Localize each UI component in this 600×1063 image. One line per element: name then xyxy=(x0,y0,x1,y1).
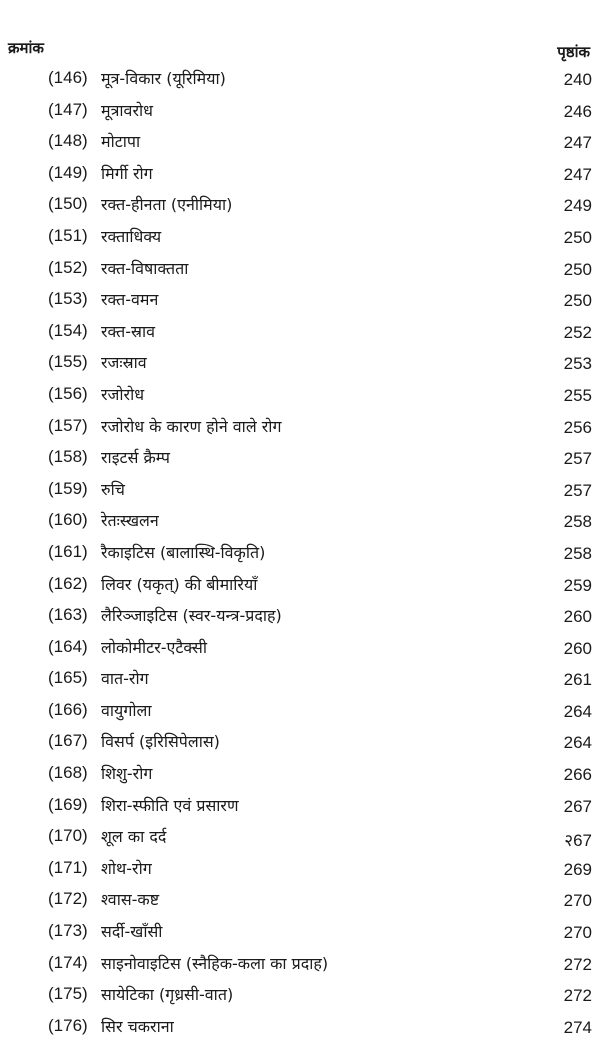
entry-title: विसर्प (इरिसिपेलास) xyxy=(101,732,220,752)
entry-page-number: 264 xyxy=(563,733,592,753)
toc-entry xyxy=(0,664,600,696)
entry-number: (169) xyxy=(48,794,88,814)
entry-number: (167) xyxy=(48,731,88,751)
page-column-heading: पृष्ठांक xyxy=(557,43,590,61)
entry-page-number: 257 xyxy=(563,449,592,469)
entry-number: (157) xyxy=(48,415,88,435)
toc-entry xyxy=(0,190,600,222)
entry-title: रजोरोध के कारण होने वाले रोग xyxy=(101,416,282,436)
entry-title: रजोरोध xyxy=(101,384,145,404)
toc-entry xyxy=(0,570,600,602)
entry-title: शूल का दर्द xyxy=(101,827,167,847)
toc-entry xyxy=(0,222,600,254)
entry-title: रक्त-विषाक्तता xyxy=(101,258,189,278)
toc-entry xyxy=(0,506,600,538)
toc-entry xyxy=(0,159,600,191)
entry-title: शिशु-रोग xyxy=(101,764,153,784)
entry-title: श्वास-कष्ट xyxy=(101,890,160,910)
entry-number: (174) xyxy=(48,952,88,972)
entry-number: (168) xyxy=(48,763,88,783)
entry-page-number: 269 xyxy=(563,859,592,879)
entry-page-number: 267 xyxy=(563,796,592,816)
entry-page-number: 246 xyxy=(563,101,592,121)
entry-number: (166) xyxy=(48,699,88,719)
toc-entry xyxy=(0,96,600,128)
entry-number: (158) xyxy=(48,447,88,467)
entry-title: लिवर (यकृत्) की बीमारियाँ xyxy=(101,574,258,594)
toc-list xyxy=(0,64,600,1043)
toc-entry xyxy=(0,127,600,159)
entry-page-number: 264 xyxy=(563,701,592,721)
toc-entry xyxy=(0,727,600,759)
toc-entry xyxy=(0,854,600,886)
entry-title: सर्दी-खाँसी xyxy=(101,922,163,942)
toc-entry xyxy=(0,254,600,286)
entry-page-number: 270 xyxy=(563,891,592,911)
toc-entry xyxy=(0,917,600,949)
entry-title: राइटर्स क्रैम्प xyxy=(101,448,170,468)
entry-title: वात-रोग xyxy=(101,669,149,689)
entry-title: रक्त-हीनता (एनीमिया) xyxy=(101,195,233,215)
entry-page-number: 261 xyxy=(563,670,592,690)
entry-number: (171) xyxy=(48,857,88,877)
entry-title: मोटापा xyxy=(101,132,141,152)
entry-title: मूत्र-विकार (यूरिमिया) xyxy=(101,69,226,88)
toc-entry xyxy=(0,317,600,349)
entry-title: लोकोमीटर-एटैक्सी xyxy=(101,637,208,657)
entry-page-number: 250 xyxy=(563,291,592,311)
entry-number: (176) xyxy=(48,1015,88,1035)
entry-title: शिरा-स्फीति एवं प्रसारण xyxy=(101,795,239,815)
entry-number: (159) xyxy=(48,478,88,498)
toc-entry xyxy=(0,64,600,96)
entry-number: (173) xyxy=(48,921,88,941)
toc-entry xyxy=(0,1012,600,1044)
entry-title: लैरिञ्जाइटिस (स्वर-यन्त्र-प्रदाह) xyxy=(101,606,282,626)
entry-page-number: 256 xyxy=(563,417,592,437)
entry-page-number: 260 xyxy=(563,638,592,658)
toc-entry xyxy=(0,380,600,412)
serial-column-heading: क्रमांक xyxy=(8,39,44,57)
entry-page-number: 258 xyxy=(563,512,592,532)
entry-title: रैकाइटिस (बालास्थि-विकृति) xyxy=(101,542,266,562)
toc-entry xyxy=(0,822,600,854)
entry-page-number: 266 xyxy=(563,765,592,785)
toc-entry xyxy=(0,348,600,380)
toc-entry xyxy=(0,285,600,317)
entry-number: (165) xyxy=(48,668,88,688)
entry-page-number: 253 xyxy=(563,354,592,374)
entry-number: (163) xyxy=(48,605,88,625)
entry-page-number: 249 xyxy=(563,196,592,216)
entry-number: (156) xyxy=(48,383,88,403)
entry-page-number: 250 xyxy=(563,227,592,247)
entry-title: मिर्गी रोग xyxy=(101,163,153,183)
entry-page-number: 259 xyxy=(563,575,592,595)
toc-entry xyxy=(0,538,600,570)
entry-number: (150) xyxy=(48,194,88,214)
toc-entry xyxy=(0,696,600,728)
entry-title: वायुगोला xyxy=(101,700,152,720)
entry-page-number: 272 xyxy=(563,986,592,1006)
toc-entry xyxy=(0,759,600,791)
toc-entry xyxy=(0,949,600,981)
entry-title: सायेटिका (गृध्रसी-वात) xyxy=(101,985,234,1005)
entry-number: (146) xyxy=(48,68,88,87)
entry-title: रुचि xyxy=(101,479,125,499)
entry-number: (172) xyxy=(48,889,88,909)
toc-entry xyxy=(0,443,600,475)
entry-number: (161) xyxy=(48,541,88,561)
toc-entry xyxy=(0,791,600,823)
toc-entry xyxy=(0,885,600,917)
entry-title: सिर चकराना xyxy=(101,1016,174,1036)
toc-entry xyxy=(0,980,600,1012)
entry-title: रक्त-स्राव xyxy=(101,321,156,341)
entry-page-number: 247 xyxy=(563,133,592,153)
entry-number: (155) xyxy=(48,352,88,372)
entry-number: (148) xyxy=(48,131,88,151)
entry-page-number: 270 xyxy=(563,923,592,943)
entry-title: शोथ-रोग xyxy=(101,858,152,878)
entry-number: (147) xyxy=(48,99,88,119)
toc-entry xyxy=(0,633,600,665)
entry-number: (175) xyxy=(48,984,88,1004)
entry-number: (160) xyxy=(48,510,88,530)
entry-number: (153) xyxy=(48,289,88,309)
entry-page-number: 255 xyxy=(563,385,592,405)
entry-page-number: 260 xyxy=(563,607,592,627)
entry-number: (152) xyxy=(48,257,88,277)
entry-page-number: २67 xyxy=(564,831,592,851)
entry-page-number: 258 xyxy=(563,543,592,563)
entry-number: (154) xyxy=(48,320,88,340)
entry-page-number: 274 xyxy=(563,1017,592,1037)
entry-page-number: 257 xyxy=(563,480,592,500)
entry-page-number: 272 xyxy=(563,954,592,974)
entry-title: रक्ताधिक्य xyxy=(101,226,162,246)
toc-entry xyxy=(0,412,600,444)
entry-title: रक्त-वमन xyxy=(101,290,159,310)
toc-entry xyxy=(0,475,600,507)
entry-title: रजःस्राव xyxy=(101,353,147,373)
entry-title: रेतःस्खलन xyxy=(101,511,159,531)
entry-number: (162) xyxy=(48,573,88,593)
entry-number: (149) xyxy=(48,162,88,182)
entry-page-number: 250 xyxy=(563,259,592,279)
entry-page-number: 252 xyxy=(563,322,592,342)
entry-number: (170) xyxy=(48,826,88,846)
entry-title: साइनोवाइटिस (स्नैहिक-कला का प्रदाह) xyxy=(101,953,329,973)
entry-title: मूत्रावरोध xyxy=(101,100,153,120)
toc-entry xyxy=(0,601,600,633)
entry-page-number: 240 xyxy=(563,70,592,89)
entry-page-number: 247 xyxy=(563,164,592,184)
entry-number: (151) xyxy=(48,225,88,245)
entry-number: (164) xyxy=(48,636,88,656)
